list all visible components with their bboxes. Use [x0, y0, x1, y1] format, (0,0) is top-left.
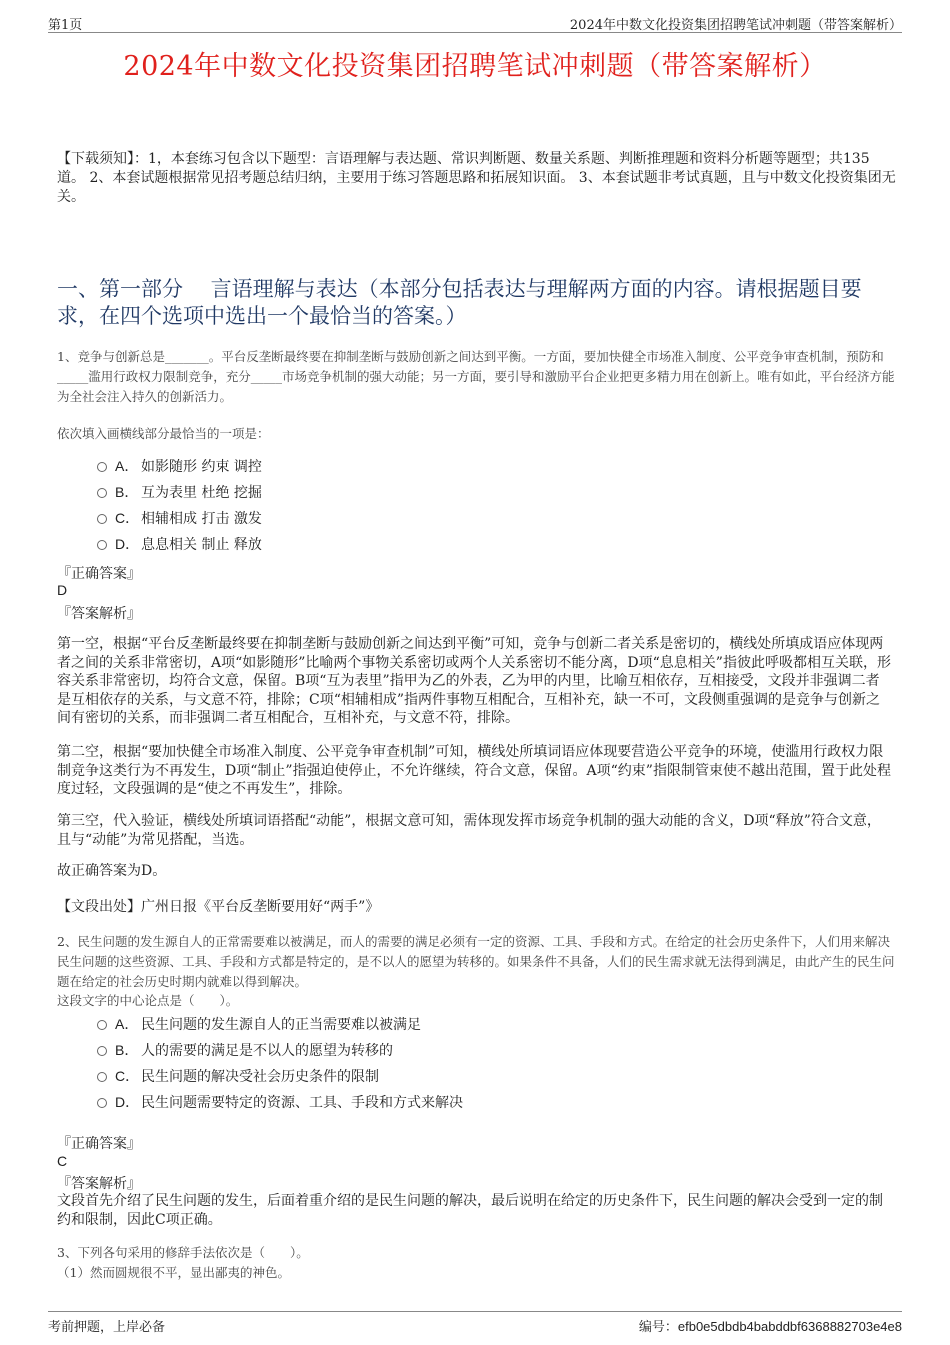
page-header	[48, 12, 902, 33]
footer-code: 编号：efb0e5dbdb4babddbf6368882703e4e8	[638, 1319, 902, 1335]
q2-option-b[interactable]: B． 人的需要的满足是不以人的愿望为转移的	[97, 1040, 393, 1060]
q1-option-c[interactable]: C． 相辅相成 打击 激发	[97, 508, 262, 528]
radio-icon[interactable]	[97, 1072, 107, 1082]
question-1-prompt: 依次填入画横线部分最恰当的一项是：	[57, 426, 270, 441]
q1-option-a[interactable]: A． 如影随形 约束 调控	[97, 456, 262, 476]
header-doc-title: 2024年中数文化投资集团招聘笔试冲刺题（带答案解析）	[569, 18, 902, 33]
q2-option-d[interactable]: D． 民生问题需要特定的资源、工具、手段和方式来解决	[97, 1092, 463, 1112]
q2-answer-label: 『正确答案』	[57, 1136, 141, 1152]
q1-analysis-paragraph: 第三空，代入验证，横线处所填词语搭配“动能”，根据文意可知，需体现发挥市场竞争机制的强大动能的含义，D项“释放”符合文意，且与“动能”为常见搭配，当选。	[57, 813, 881, 848]
q1-option-d[interactable]: D． 息息相关 制止 释放	[97, 534, 262, 554]
q1-option-b[interactable]: B． 互为表里 杜绝 挖掘	[97, 482, 262, 502]
question-2-prompt: 这段文字的中心论点是（ ）。	[57, 993, 239, 1008]
q2-answer: C	[57, 1153, 68, 1169]
question-3-text: 3、下列各句采用的修辞手法依次是（ ）。	[57, 1245, 309, 1260]
q1-analysis-label: 『答案解析』	[57, 606, 141, 622]
radio-icon[interactable]	[97, 514, 107, 524]
radio-icon[interactable]	[97, 462, 107, 472]
q2-option-c[interactable]: C． 民生问题的解决受社会历史条件的限制	[97, 1066, 379, 1086]
radio-icon[interactable]	[97, 1098, 107, 1108]
q2-analysis-label: 『答案解析』	[57, 1176, 141, 1192]
radio-icon[interactable]	[97, 1046, 107, 1056]
section-heading: 一、第一部分 言语理解与表达（本部分包括表达与理解两方面的内容。请根据题目要求，在四个选项中选出一个最恰当的答案。）	[57, 277, 862, 328]
footer-slogan: 考前押题，上岸必备	[48, 1320, 166, 1335]
document-title: 2024年中数文化投资集团招聘笔试冲刺题（带答案解析）	[123, 51, 827, 82]
question-3-sub-1: （1）然而圆规很不平，显出鄙夷的神色。	[57, 1265, 290, 1280]
q1-source: 【文段出处】广州日报《平台反垄断要用好“两手”》	[57, 899, 380, 915]
radio-icon[interactable]	[97, 540, 107, 550]
q1-analysis-paragraph: 第二空，根据“要加快健全市场准入制度、公平竞争审查机制”可知，横线处所填词语应体现要营造公平竞争的环境，使滥用行政权力限制竞争这类行为不再发生，D项“制止”指强迫使停止，不允许继续，符合文意，保留。A项“约束”指限制管束使不越出范围，置于此处程度过轻，文段强调的是“使之不再发生”，排除。	[57, 744, 891, 797]
question-2-text: 2、民生问题的发生源自人的正常需要难以被满足，而人的需要的满足必须有一定的资源、工具、手段和方式。在给定的社会历史条件下，人们用来解决民生问题的这些资源、工具、手段和方式都是特定的，是不以人的愿望为转移的。如果条件不具备，人们的民生需求就无法得到满足，由此产生的民生问题在给定的社会历史时期内就难以得到解决。	[57, 934, 895, 989]
q1-answer: D	[57, 582, 68, 598]
radio-icon[interactable]	[97, 1020, 107, 1030]
q1-analysis-paragraph: 第一空，根据“平台反垄断最终要在抑制垄断与鼓励创新之间达到平衡”可知，竞争与创新二者关系是密切的，横线处所填成语应体现两者之间的关系非常密切，A项“如影随形”比喻两个事物关系密切或两个人关系密切不能分离，D项“息息相关”指彼此呼吸都相互关联，形容关系非常密切，均符合文意，保留。B项“互为表里”指甲为乙的外表，乙为甲的内里，比喻互相依存，互相接受，文段并非强调二者是互相依存的关系，与文意不符，排除；C项“相辅相成”指两件事物互相配合，互相补充，缺一不可，文段侧重强调的是竞争与创新之间有密切的关系，而非强调二者互相配合，互相补充，与文意不符，排除。	[57, 636, 891, 726]
question-1-text: 1、竞争与创新总是_______。平台反垄断最终要在抑制垄断与鼓励创新之间达到平衡。一方面，要加快健全市场准入制度、公平竞争审查机制，预防和_____滥用行政权力限制竞争，充分_____市场竞争机制的强大动能；另一方面，要引导和激励平台企业把更多精力用在创新上。唯有如此，平台经济方能为全社会注入持久的创新活力。	[57, 349, 895, 404]
radio-icon[interactable]	[97, 488, 107, 498]
q2-analysis: 文段首先介绍了民生问题的发生，后面着重介绍的是民生问题的解决，最后说明在给定的历史条件下，民生问题的解决会受到一定的制约和限制，因此C项正确。	[57, 1193, 883, 1228]
q1-analysis-conclusion: 故正确答案为D。	[57, 863, 167, 879]
q1-answer-label: 『正确答案』	[57, 566, 141, 582]
q2-option-a[interactable]: A． 民生问题的发生源自人的正当需要难以被满足	[97, 1014, 421, 1034]
page-number: 第1页	[48, 18, 83, 33]
page-footer	[48, 1311, 902, 1334]
download-notice: 【下载须知】：1，本套练习包含以下题型：言语理解与表达题、常识判断题、数量关系题、判断推理题和资料分析题等题型；共135道。 2、本套试题根据常见招考题总结归纳，主要用于练习答题思路和拓展知识面。 3、本套试题非考试真题，且与中数文化投资集团无关。	[57, 151, 896, 205]
